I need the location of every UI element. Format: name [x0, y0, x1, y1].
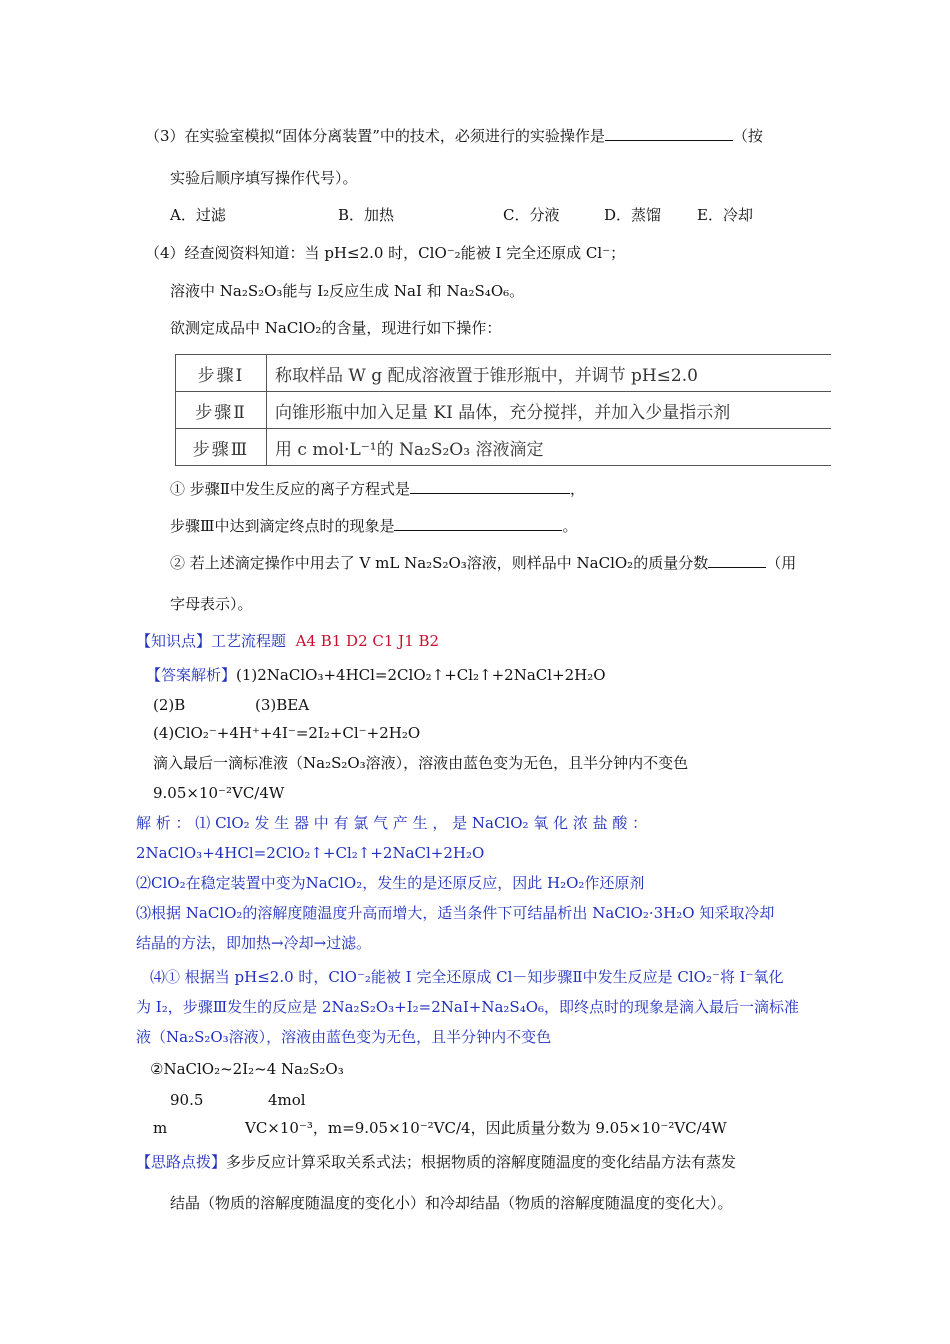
step-text: 用 c mol·L⁻¹的 Na₂S₂O₃ 溶液滴定: [267, 429, 832, 466]
analysis-line3: ⑵ClO₂在稳定装置中变为NaClO₂，发生的是还原反应，因此 H₂O₂作还原剂: [136, 874, 645, 892]
option-a: A．过滤: [170, 206, 226, 224]
answer-line5: 9.05×10⁻²VC/4W: [153, 784, 285, 802]
answer-blank-q3[interactable]: [605, 126, 733, 141]
step-row: [176, 429, 832, 466]
analysis-line2: 2NaClO₃+4HCl=2ClO₂↑+Cl₂↑+2NaCl+2H₂O: [136, 844, 485, 862]
step-row: [176, 355, 832, 392]
answer-label: 【答案解析】: [146, 666, 237, 684]
analysis-line9: ②NaClO₂~2I₂~4 Na₂S₂O₃: [150, 1060, 344, 1078]
analysis-line4: ⑶根据 NaClO₂的溶解度随温度升高而增大，适当条件下可结晶析出 NaClO₂·3H₂O 知采取冷却: [136, 904, 775, 922]
step-row: [176, 392, 832, 429]
step-name: 步骤Ⅲ: [176, 429, 267, 466]
q4-fact: 溶液中 Na₂S₂O₃能与 I₂反应生成 NaI 和 Na₂S₄O₆。: [170, 282, 525, 300]
step-name: 步骤Ⅰ: [176, 355, 267, 392]
knowledge-codes: A4 B1 D2 C1 J1 B2: [295, 632, 440, 650]
analysis-line8: 液（Na₂S₂O₃溶液），溶液由蓝色变为无色，且半分钟内不变色: [136, 1028, 552, 1046]
analysis-line5: 结晶的方法，即加热→冷却→过滤。: [136, 934, 372, 952]
q4-sub2a: ② 若上述滴定操作中用去了 V mL Na₂S₂O₃溶液，则样品中 NaClO₂的质量分数 （用: [170, 554, 797, 572]
step-name: 步骤Ⅱ: [176, 392, 267, 429]
q4-sub1b: 步骤Ⅲ中达到滴定终点时的现象是 。: [170, 517, 578, 535]
q4-sub1a: ① 步骤Ⅱ中发生反应的离子方程式是 ，: [170, 480, 585, 498]
option-c: C．分液: [503, 206, 560, 224]
option-d: D．蒸馏: [604, 206, 662, 224]
tip-label: 【思路点拨】: [136, 1153, 227, 1171]
steps-table: [175, 354, 831, 466]
step-text: 向锥形瓶中加入足量 KI 晶体，充分搅拌，并加入少量指示剂: [267, 392, 832, 429]
knowledge-topic: 工艺流程题: [211, 632, 287, 650]
analysis-result: VC×10⁻³，m=9.05×10⁻²VC/4，因此质量分数为 9.05×10⁻²VC/4W: [245, 1119, 727, 1137]
q4-task: 欲测定成品中 NaClO₂的含量，现进行如下操作：: [170, 319, 502, 337]
q3-line2: 实验后顺序填写操作代号）。: [170, 169, 358, 187]
q4-sub2b: 字母表示）。: [170, 595, 253, 613]
answer-blank-equation[interactable]: [410, 479, 570, 494]
q4-intro: （4）经查阅资料知道：当 pH≤2.0 时，ClO⁻₂能被 I 完全还原成 Cl⁻；: [145, 244, 626, 262]
analysis-mass: 90.5: [170, 1091, 204, 1109]
tip-line2: 结晶（物质的溶解度随温度的变化小）和冷却结晶（物质的溶解度随温度的变化大）。: [170, 1194, 733, 1212]
answer-blank-endpoint[interactable]: [394, 516, 562, 531]
option-e: E．冷却: [697, 206, 753, 224]
answer-line1: 【答案解析】(1)2NaClO₃+4HCl=2ClO₂↑+Cl₂↑+2NaCl+2H₂O: [146, 666, 606, 684]
analysis-line7: 为 I₂，步骤Ⅲ发生的反应是 2Na₂S₂O₃+I₂=2NaI+Na₂S₄O₆，即终点时的现象是滴入最后一滴标准: [136, 998, 800, 1016]
knowledge-point: [136, 631, 439, 651]
analysis-m: m: [153, 1119, 168, 1137]
answer-blank-fraction[interactable]: [708, 553, 766, 568]
answer-line4: 滴入最后一滴标准液（Na₂S₂O₃溶液），溶液由蓝色变为无色，且半分钟内不变色: [153, 754, 689, 772]
answer-line2b: (3)BEA: [255, 696, 310, 714]
analysis-mol: 4mol: [268, 1091, 306, 1109]
knowledge-label: 【知识点】: [136, 632, 212, 650]
analysis-line6: ⑷① 根据当 pH≤2.0 时，ClO⁻₂能被 I 完全还原成 Cl－知步骤Ⅱ中发生反应是 ClO₂⁻将 I⁻氧化: [150, 968, 784, 986]
answer-line2: (2)B: [153, 696, 186, 714]
option-b: B．加热: [338, 206, 395, 224]
tip-line1: 【思路点拨】多步反应计算采取关系式法；根据物质的溶解度随温度的变化结晶方法有蒸发: [136, 1153, 737, 1171]
answer-line3: (4)ClO₂⁻+4H⁺+4I⁻=2I₂+Cl⁻+2H₂O: [153, 724, 421, 742]
analysis-line1: 解 析 ： ⑴ ClO₂ 发 生 器 中 有 氯 气 产 生 ， 是 NaClO₂ 氧 化 浓 盐 酸 ：: [136, 814, 648, 832]
step-text: 称取样品 W g 配成溶液置于锥形瓶中，并调节 pH≤2.0: [267, 355, 832, 392]
q3-line1: （3）在实验室模拟“固体分离装置”中的技术，必须进行的实验操作是 （按: [145, 127, 763, 145]
